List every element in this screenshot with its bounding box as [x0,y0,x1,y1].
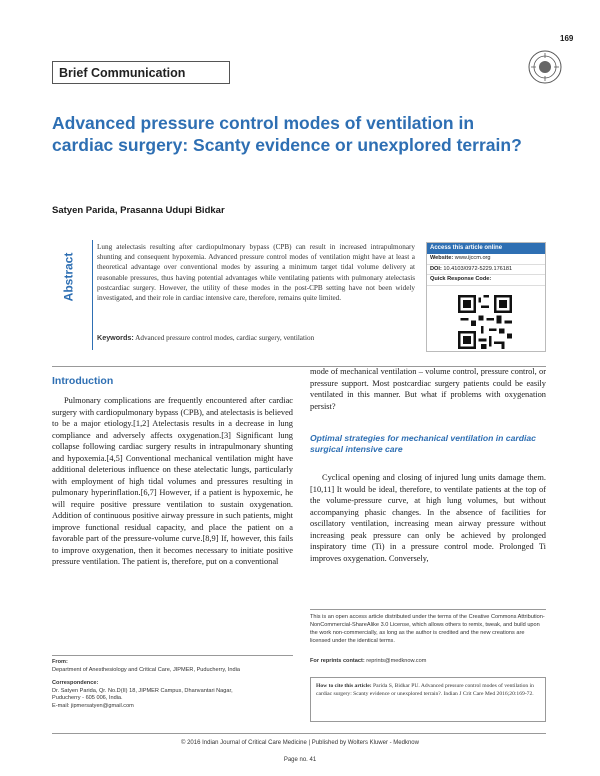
cite-box [310,677,546,722]
affiliation-rule [52,655,293,656]
qr-code-icon [458,295,512,349]
page-number-top: 169 [560,34,574,43]
from-text: Department of Anesthesiology and Critical Care, JIPMER, Puducherry, India [52,666,240,673]
reprints-line [310,658,426,664]
introduction-heading: Introduction [52,375,114,387]
right-column-top [310,366,546,412]
access-doi-row [427,265,545,276]
society-seal-logo [528,50,562,84]
from-label: From: [52,659,68,665]
doi-value: 10.4103/0972-5229.176181 [443,265,513,272]
keywords-text: Advanced pressure control modes, cardiac surgery, ventilation [135,334,315,342]
reprints-label: For reprints contact: [310,658,365,664]
intro-paragraph: Pulmonary complications are frequently encountered after cardiac surgery with cardiopulmonary bypass (CPB), and atelectasis is believed to be a major etiology.[1,2] Atelectasis results in a decrease in lung compliance and adversely affects oxygenation.[3] Significant lung collapse following cardiac surgery results in intrapulmonary shunting and hypoxemia.[4,5] Conventional mechanical ventilation might have additional deleterious influence on these atelectatic lungs, particularly with employment of high tidal volumes and pressures resulting in pulmonary hyperinflation.[6,7] However, if a patient is hypoxemic, he will require positive pressure ventilation to sustain oxygenation. Addition of continuous positive airway pressure in such patients, might improve functional residual capacity, and place the patient on a favorable part of the pressure-volume curve.[8,9] If, however, this fails to improve oxygenation, then it becomes necessary to initiate positive pressure ventilation. The patient is, therefore, put on a conventional [52,396,293,566]
right-column-bottom [310,472,546,564]
keywords [97,333,415,342]
abstract-rule [92,240,93,350]
access-qr-row [427,275,545,286]
right-paragraph-1: mode of mechanical ventilation – volume control, pressure control, or pressure support. Most postcardiac surgery patients could be easily ventilated in this manner. But what if problems with oxygenation persist? [310,367,546,411]
access-header: Access this article online [427,243,545,254]
authors: Satyen Parida, Prasanna Udupi Bidkar [52,205,225,216]
correspondence-email[interactable]: E-mail: jipmersatyen@gmail.com [52,702,134,709]
cite-label: How to cite this article: [316,683,372,689]
left-column [52,395,293,568]
reprints-email[interactable]: reprints@medknow.com [366,658,427,664]
website-label: Website: [430,255,454,261]
footer-page-number: Page no. 41 [283,757,317,763]
qr-label: Quick Response Code: [430,276,492,282]
doi-label: DOI: [430,265,442,272]
optimal-strategies-heading: Optimal strategies for mechanical ventilation in cardiac surgical intensive care [310,433,536,454]
correspondence-line: Dr. Satyen Parida, Qr. No.D(II) 18, JIPMER Campus, Dhanvantari Nagar, [52,687,233,694]
access-box [426,242,546,352]
right-paragraph-2: Cyclical opening and closing of injured lung units damage them.[10,11] It would be ideal, therefore, to ventilate patients at the top of the volume-pressure curve, at high lung volumes, but without accompanying phasic changes. In the absence of facilities for oscillatory ventilation, increasing mean airway pressure without increasing peak pressure can only be achieved by prolonged inspiratory time (Ti) in a pressure control mode. Prolonged Ti improves oxygenation. Conversely, [310,473,546,563]
open-access-notice: This is an open access article distributed under the terms of the Creative Commons Attribution-NonCommercial-ShareAlike 3.0 License, which allows others to remix, tweak, and build upon the work non-commercially, as long as the author is credited and the new creations are licensed under the identical terms. [310,614,545,644]
footer-copyright: © 2016 Indian Journal of Critical Care Medicine | Published by Wolters Kluwer - Medknow [181,740,419,746]
abstract-label: Abstract [61,252,76,302]
keywords-label: Keywords: [97,333,134,342]
abstract-side-label [61,240,92,320]
footer-rule [52,733,546,734]
website-link[interactable]: www.ijccm.org [454,255,491,261]
section-label: Brief Communication [59,66,186,80]
section-box [52,61,230,84]
correspondence-line: Puducherry - 605 006, India. [52,695,123,702]
article-title: Advanced pressure control modes of ventilation in cardiac surgery: Scanty evidence or unexplored terrain? [52,113,522,155]
open-access-rule [310,609,546,610]
affiliation-block [52,659,293,711]
correspondence-label: Correspondence: [52,680,99,687]
access-website-row [427,254,545,265]
cite-text: Parida S, Bidkar PU. Advanced pressure control modes of ventilation in cardiac surgery: Scanty evidence or unexplored terrain?. Indian J Crit Care Med 2016;20:169-72. [316,683,534,698]
abstract-text: Lung atelectasis resulting after cardiopulmonary bypass (CPB) can result in increased intrapulmonary shunting and consequent hypoxemia. Advanced pressure control modes of ventilation might have at least a theoretical advantage over conventional modes by assuring a minimum target tidal volume delivery at reasonable pressures, thus having potential advantages while ventilating patients with pulmonary atelectasis postcardiac surgery. However, the utility of these modes in the post-CPB setting have not been widely investigated, and their role in cardiac intensive care, therefore, remains quite limited. [97,243,415,303]
